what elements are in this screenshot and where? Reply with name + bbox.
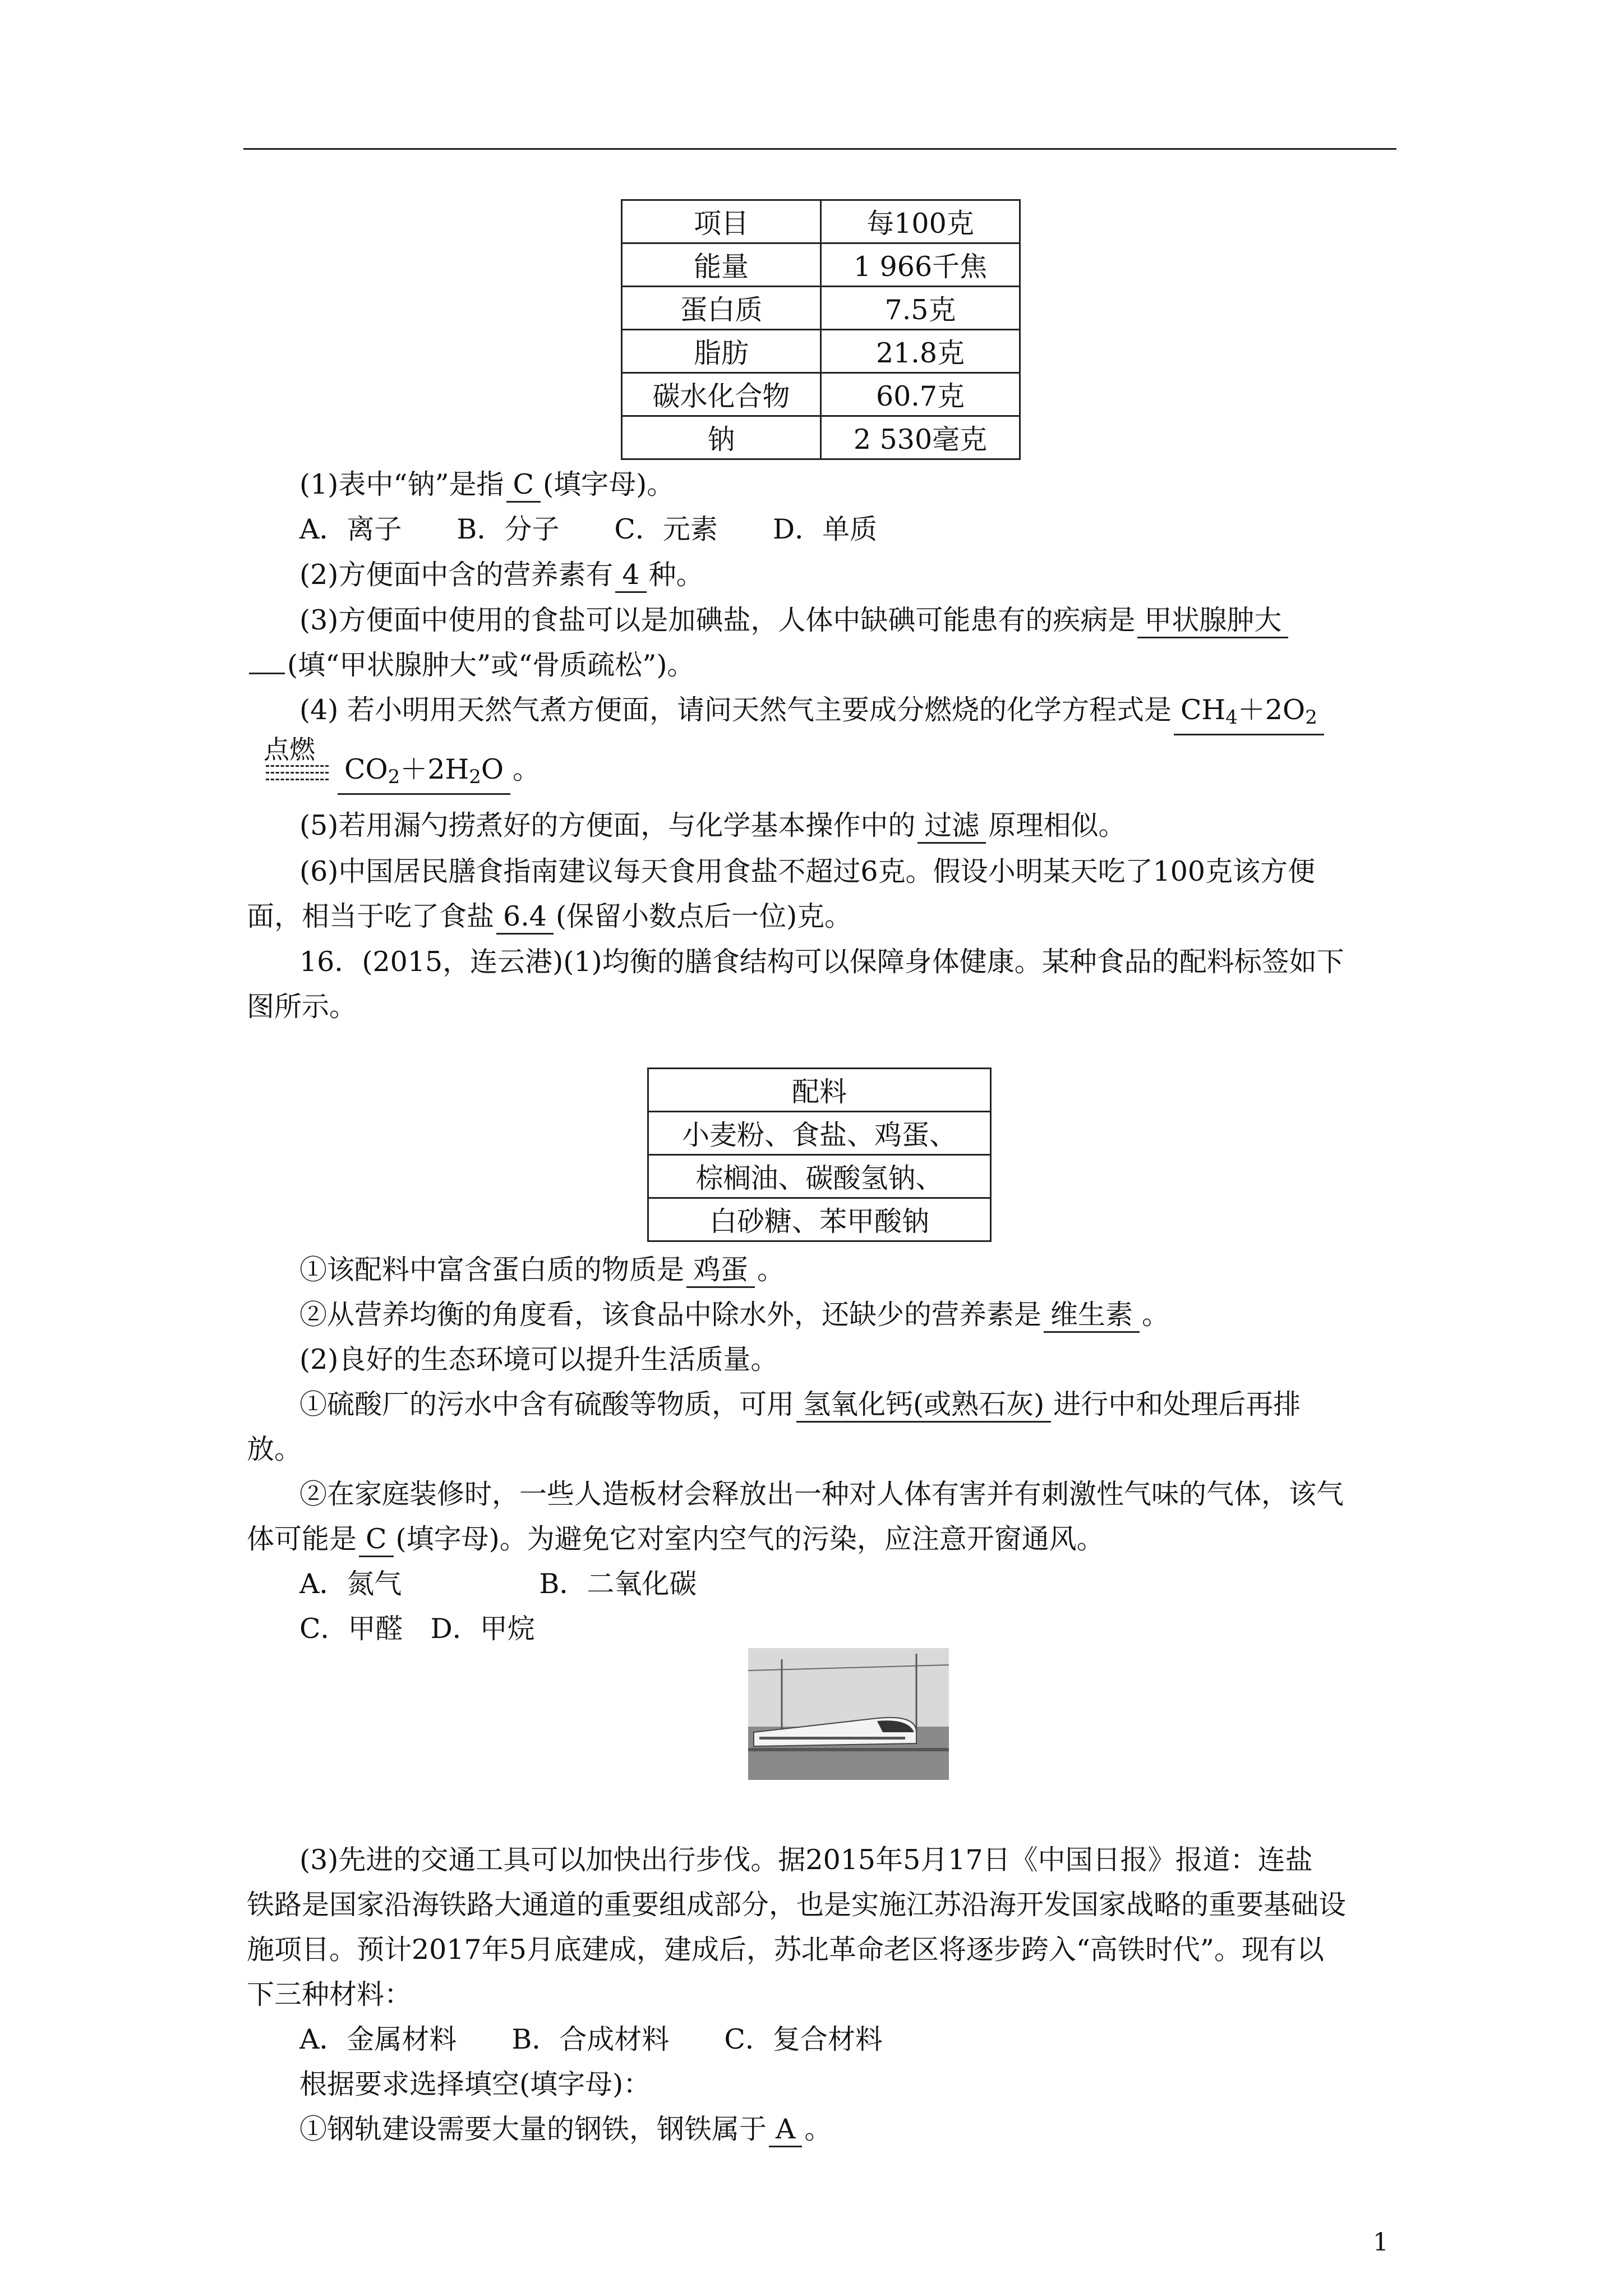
- reaction-condition: 点燃: [264, 734, 315, 765]
- table-row: [622, 373, 1020, 416]
- table-cell: 60.7克: [821, 373, 1020, 416]
- question-2: (2)方便面中含的营养素有 4 种。: [299, 557, 704, 593]
- answer-blank: 氢氧化钙(或熟石灰): [796, 1388, 1051, 1423]
- page-number: 1: [1373, 2228, 1389, 2257]
- question-16-2b-cont: 体可能是 C (填字母)。为避免它对室内空气的污染，应注意开窗通风。: [247, 1521, 1104, 1557]
- table-row: [622, 416, 1020, 459]
- equals-sign: [266, 765, 329, 785]
- answer-blank: 4: [615, 559, 646, 593]
- question-16-3-l3: 施项目。预计2017年5月底建成，建成后，苏北革命老区将逐步跨入“高铁时代”。现有以: [247, 1934, 1324, 1966]
- table-cell: 脂肪: [622, 330, 821, 373]
- question-6-cont: 面，相当于吃了食盐 6.4 (保留小数点后一位)克。: [247, 899, 852, 935]
- question-6: (6)中国居民膳食指南建议每天食用食盐不超过6克。假设小明某天吃了100克该方便: [299, 855, 1316, 887]
- question-16-1a: ①该配料中富含蛋白质的物质是 鸡蛋 。: [299, 1252, 785, 1288]
- table-cell: 1 966千焦: [821, 243, 1020, 287]
- table-row: [622, 287, 1020, 330]
- answer-blank: C: [359, 1523, 394, 1557]
- question-16-2b: ②在家庭装修时，一些人造板材会释放出一种对人体有害并有刺激性气味的气体，该气: [299, 1478, 1344, 1510]
- table-header-cell: 配料: [648, 1069, 991, 1112]
- answer-blank: A: [769, 2113, 802, 2147]
- table-cell: 21.8克: [821, 330, 1020, 373]
- table-cell: 碳水化合物: [622, 373, 821, 416]
- table-cell: 棕榈油、碳酸氢钠、: [648, 1155, 991, 1198]
- question-16-3: (3)先进的交通工具可以加快出行步伐。据2015年5月17日《中国日报》报道：连盐: [299, 1844, 1313, 1876]
- table-cell: 钠: [622, 416, 821, 459]
- table-row: [648, 1069, 991, 1112]
- table-row: [648, 1198, 991, 1241]
- question-16-3-l4: 下三种材料：: [247, 1978, 412, 2010]
- table-row: [622, 200, 1020, 243]
- question-16-cont: 图所示。: [247, 991, 357, 1023]
- question-16-3a: ①钢轨建设需要大量的钢铁，钢铁属于 A 。: [299, 2111, 832, 2147]
- high-speed-train-image: [748, 1648, 949, 1780]
- table-cell: 7.5克: [821, 287, 1020, 330]
- question-1-options: A．离子 B．分子 C．元素 D．单质: [299, 513, 878, 545]
- question-16-1b: ②从营养均衡的角度看，该食品中除水外，还缺少的营养素是 维生素 。: [299, 1297, 1169, 1333]
- table-cell: 白砂糖、苯甲酸钠: [648, 1198, 991, 1241]
- answer-blank: $CO_2+2H_2O$: [338, 753, 510, 795]
- question-16-2: (2)良好的生态环境可以提升生活质量。: [299, 1343, 778, 1375]
- question-4-cont: $CO_2+2H_2O$ 。: [335, 752, 540, 795]
- question-16-2b-options-2: C．甲醛 D．甲烷: [299, 1613, 535, 1645]
- question-16-2a-cont: 放。: [247, 1433, 302, 1465]
- table-row: [622, 243, 1020, 287]
- table-header-cell: 项目: [622, 200, 821, 243]
- table-row: [648, 1155, 991, 1198]
- question-16-3-options: A．金属材料 B．合成材料 C．复合材料: [299, 2023, 883, 2055]
- answer-blank: 维生素: [1044, 1299, 1140, 1333]
- question-16-3-instruction: 根据要求选择填空(填字母)：: [299, 2068, 651, 2100]
- table-cell: 小麦粉、食盐、鸡蛋、: [648, 1112, 991, 1155]
- train-photo: [748, 1648, 949, 1780]
- question-1: (1)表中“钠”是指 C (填字母)。: [299, 467, 674, 503]
- ingredients-table: [647, 1068, 992, 1242]
- answer-blank: $CH_4+2O_2$: [1174, 694, 1324, 735]
- table-header-cell: 每100克: [821, 200, 1020, 243]
- table-cell: 能量: [622, 243, 821, 287]
- nutrition-table: [621, 199, 1021, 460]
- header-rule: [243, 148, 1396, 150]
- answer-blank: 甲状腺肿大: [1137, 604, 1288, 638]
- question-16-2a: ①硫酸厂的污水中含有硫酸等物质，可用 氢氧化钙(或熟石灰) 进行中和处理后再排: [299, 1387, 1301, 1423]
- table-cell: 2 530毫克: [821, 416, 1020, 459]
- question-5: (5)若用漏勺捞煮好的方便面，与化学基本操作中的 过滤 原理相似。: [299, 808, 1126, 844]
- answer-blank: 鸡蛋: [686, 1254, 755, 1288]
- table-row: [622, 330, 1020, 373]
- answer-blank: 6.4: [496, 900, 554, 935]
- table-row: [648, 1112, 991, 1155]
- answer-blank: 过滤: [917, 809, 986, 844]
- answer-blank: C: [506, 468, 541, 503]
- table-cell: 蛋白质: [622, 287, 821, 330]
- question-4: (4) 若小明用天然气煮方便面，请问天然气主要成分燃烧的化学方程式是 $CH_4+2O_2$: [299, 692, 1326, 735]
- question-3-cont: (填“甲状腺肿大”或“骨质疏松”)。: [247, 647, 694, 683]
- question-16-3-l2: 铁路是国家沿海铁路大通道的重要组成部分，也是实施江苏沿海开发国家战略的重要基础设: [247, 1889, 1347, 1921]
- question-16: 16．(2015，连云港)(1)均衡的膳食结构可以保障身体健康。某种食品的配料标签如下: [299, 946, 1344, 978]
- question-16-2b-options-1: A．氮气 B．二氧化碳: [299, 1568, 697, 1600]
- question-3: (3)方便面中使用的食盐可以是加碘盐，人体中缺碘可能患有的疾病是 甲状腺肿大: [299, 602, 1290, 638]
